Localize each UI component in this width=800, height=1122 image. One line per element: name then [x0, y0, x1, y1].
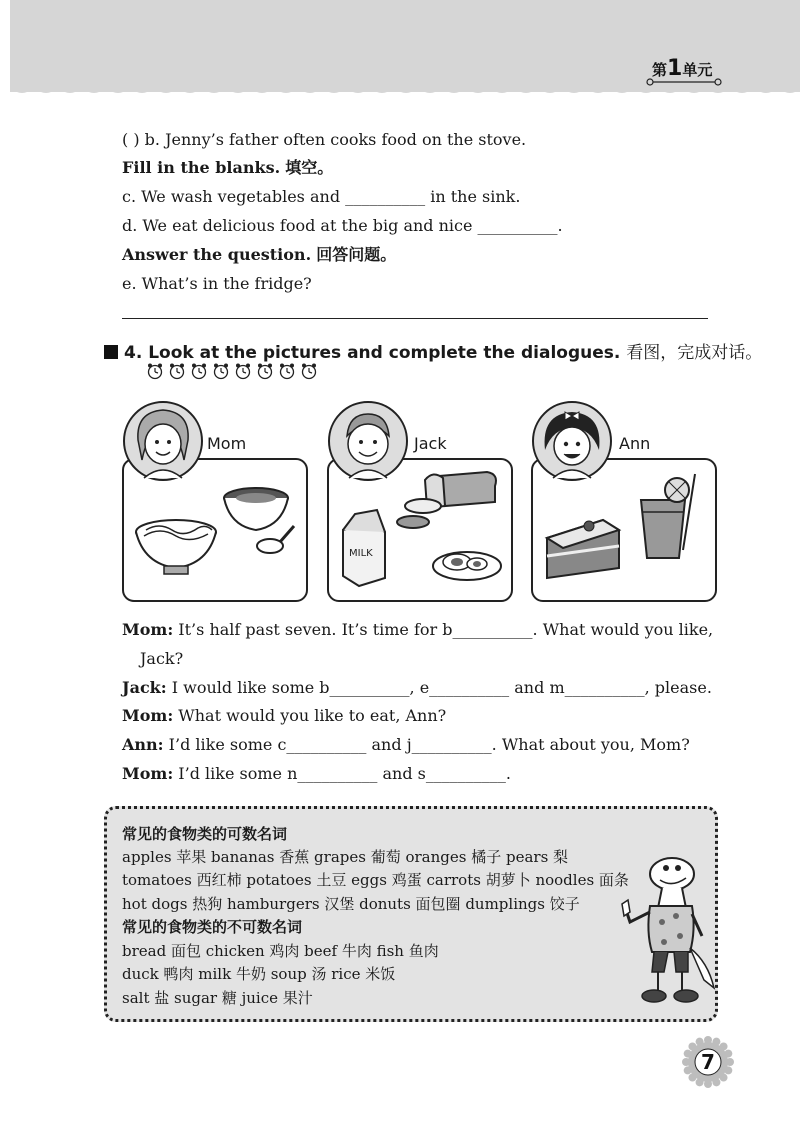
answer-title-cn: 回答问题。: [316, 245, 397, 264]
speaker-label: Jack:: [122, 678, 167, 697]
answer-question-heading: [122, 245, 396, 265]
dinosaur-mascot-icon: [616, 852, 716, 1008]
answer-line[interactable]: [122, 318, 708, 319]
uncountable-line: duck 鸭肉 milk 牛奶 soup 汤 rice 米饭: [122, 965, 396, 983]
scallop-bump: [57, 80, 83, 93]
unit-number: 1: [667, 56, 683, 81]
scallop-bump: [777, 80, 800, 93]
unit-suffix: 单元: [682, 61, 713, 79]
scallop-bump: [81, 80, 107, 93]
scallop-bump: [441, 80, 467, 93]
ann-avatar: [531, 400, 613, 482]
countable-line: hot dogs 热狗 hamburgers 汉堡 donuts 面包圈 dumplings 饺子: [122, 895, 580, 913]
scallop-bump: [249, 80, 275, 93]
question-e: e. What’s in the fridge?: [122, 274, 312, 293]
page-number: 7: [701, 1050, 715, 1074]
dialogue-line: [122, 764, 511, 784]
speaker-label: Ann:: [122, 735, 164, 754]
question-c: c. We wash vegetables and __________ in the sink.: [122, 187, 521, 206]
fill-title: Fill in the blanks.: [122, 158, 281, 177]
scallop-bump: [585, 80, 611, 93]
difficulty-clocks: [146, 362, 318, 380]
character-name-ann: Ann: [619, 434, 651, 453]
jack-avatar: [327, 400, 409, 482]
page-number-badge: [680, 1034, 736, 1090]
alarm-clock-icon: [278, 362, 296, 380]
dialogue-text: Jack?: [140, 649, 184, 668]
scallop-bump: [609, 80, 635, 93]
dialogue-text: I would like some b__________, e__________ and m__________, please.: [166, 678, 712, 697]
question-b: ( ) b. Jenny’s father often cooks food on the stove.: [122, 130, 527, 149]
scallop-bump: [729, 80, 755, 93]
svg-text:MILK: MILK: [349, 548, 373, 559]
scallop-bump: [345, 80, 371, 93]
scallop-bump: [465, 80, 491, 93]
dialogue-line: [122, 735, 690, 755]
dialogue-text: It’s half past seven. It’s time for b__________. What would you like,: [173, 620, 714, 639]
countable-line: apples 苹果 bananas 香蕉 grapes 葡萄 oranges 橘子 pears 梨: [122, 848, 569, 866]
countable-line: tomatoes 西红柿 potatoes 土豆 eggs 鸡蛋 carrots 胡萝卜 noodles 面条: [122, 871, 629, 889]
scallop-bump: [33, 80, 59, 93]
dialogue-text: I’d like some n__________ and s__________.: [173, 764, 511, 783]
dialogue-text: I’d like some c__________ and j__________. What about you, Mom?: [163, 735, 690, 754]
question-d: d. We eat delicious food at the big and nice __________.: [122, 216, 563, 235]
scallop-bump: [297, 80, 323, 93]
character-name-jack: Jack: [414, 434, 447, 453]
scallop-bump: [417, 80, 443, 93]
countable-title: 常见的食物类的可数名词: [122, 825, 288, 843]
section-4-heading: [104, 338, 762, 363]
fill-title-cn: 填空。: [285, 158, 334, 177]
alarm-clock-icon: [146, 362, 164, 380]
dialogue-line: [122, 706, 446, 726]
mom-avatar: [122, 400, 204, 482]
scallop-bump: [201, 80, 227, 93]
uncountable-line: salt 盐 sugar 糖 juice 果汁: [122, 989, 313, 1007]
section-title: Look at the pictures and complete the dialogues.: [148, 343, 621, 363]
scallop-bump: [561, 80, 587, 93]
dialogue-line: [140, 649, 183, 669]
alarm-clock-icon: [168, 362, 186, 380]
character-name-mom: Mom: [207, 434, 247, 453]
scallop-bump: [225, 80, 251, 93]
answer-title: Answer the question.: [122, 245, 312, 264]
section-number: 4.: [124, 343, 143, 363]
section-title-cn: 看图，完成对话。: [626, 343, 763, 363]
scallop-bump: [321, 80, 347, 93]
scallop-bump: [177, 80, 203, 93]
speaker-label: Mom:: [122, 706, 174, 725]
alarm-clock-icon: [256, 362, 274, 380]
dialogue-line: [122, 620, 713, 640]
section-square-icon: [104, 345, 118, 359]
speaker-label: Mom:: [122, 764, 174, 783]
alarm-clock-icon: [190, 362, 208, 380]
scallop-bump: [153, 80, 179, 93]
scallop-bump: [105, 80, 131, 93]
scallop-bump: [513, 80, 539, 93]
unit-prefix: 第: [652, 61, 668, 79]
scallop-bump: [393, 80, 419, 93]
dialogue-line: [122, 678, 712, 698]
dialogue-text: What would you like to eat, Ann?: [173, 706, 447, 725]
scallop-bump: [537, 80, 563, 93]
scallop-bump: [753, 80, 779, 93]
scallop-bump: [129, 80, 155, 93]
scallop-bump: [489, 80, 515, 93]
speaker-label: Mom:: [122, 620, 174, 639]
alarm-clock-icon: [212, 362, 230, 380]
uncountable-line: bread 面包 chicken 鸡肉 beef 牛肉 fish 鱼肉: [122, 942, 439, 960]
fill-blanks-heading: [122, 158, 333, 178]
scallop-bump: [369, 80, 395, 93]
scallop-bump: [273, 80, 299, 93]
uncountable-title: 常见的食物类的不可数名词: [122, 918, 303, 936]
scallop-bump: [10, 80, 35, 93]
alarm-clock-icon: [300, 362, 318, 380]
unit-underline-deco: [646, 78, 722, 86]
alarm-clock-icon: [234, 362, 252, 380]
